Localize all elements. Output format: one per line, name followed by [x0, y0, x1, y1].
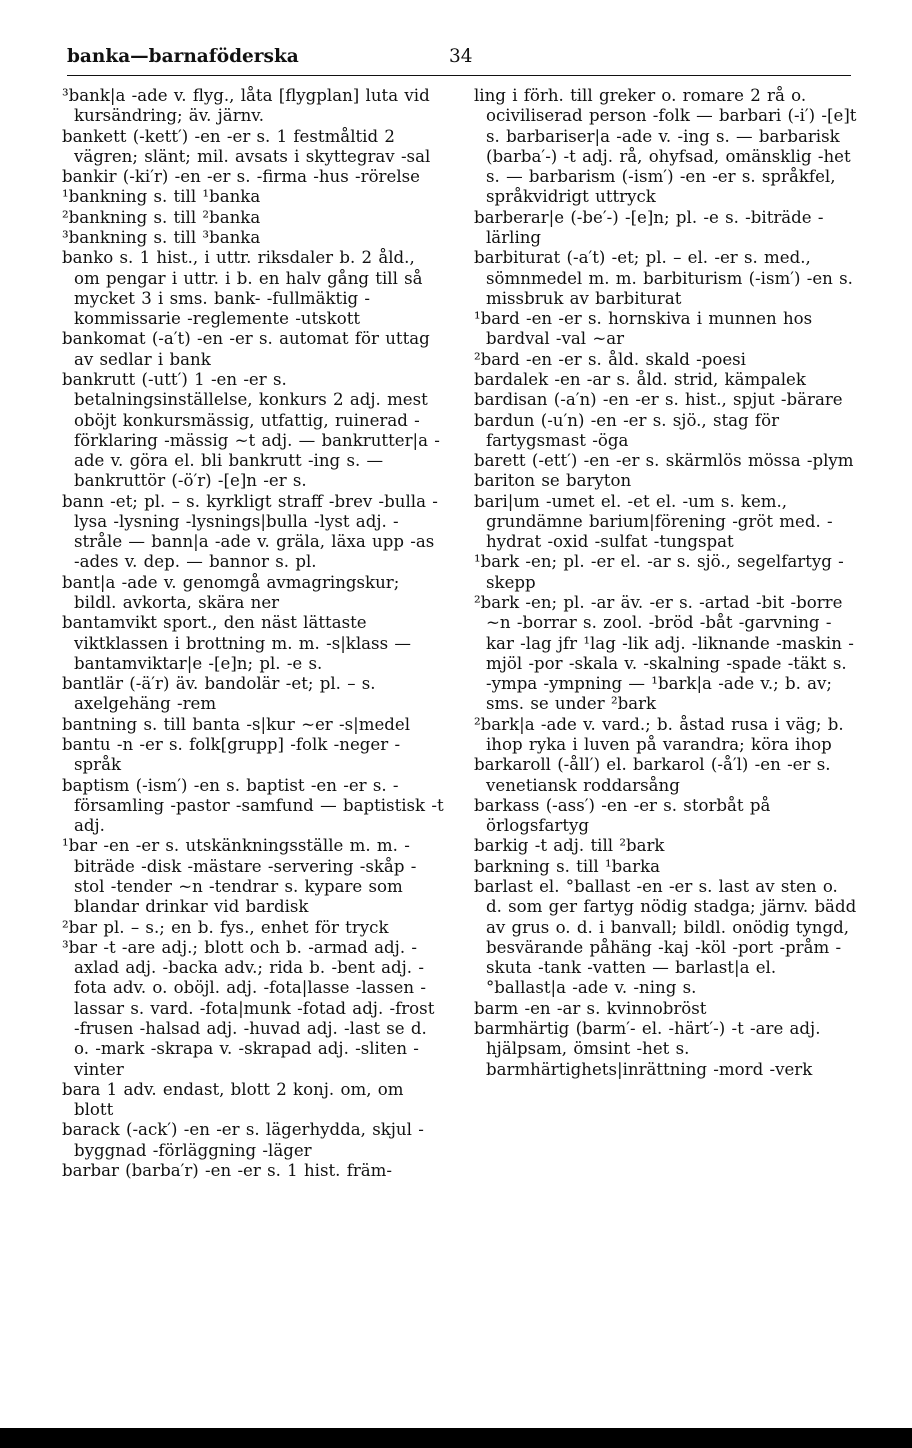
dictionary-entry: bariton se baryton [474, 471, 632, 491]
dictionary-entry: bardisan (-a′n) -en -er s. hist., spjut -bärare [474, 390, 843, 410]
dictionary-entry: barkning s. till ¹barka [474, 856, 661, 876]
dictionary-entry: baptism (-ism′) -en s. baptist -en -er s. -församling -pastor -samfund — baptistisk -t adj. [62, 775, 444, 836]
dictionary-entry: barbiturat (-a′t) -et; pl. – el. -er s. med., sömnmedel m. m. barbiturism (-ism′) -en s. missbruk av barbiturat [474, 248, 853, 308]
dictionary-entry: bant|a -ade v. genomgå avmagringskur; bildl. avkorta, skära ner [62, 572, 400, 613]
dictionary-entry: bantning s. till banta -s|kur ~er -s|medel [62, 714, 411, 734]
dictionary-entry: bantamvikt sport., den näst lättaste viktklassen i brottning m. m. -s|klass — bantamviktar|e -[e]n; pl. -e s. [62, 613, 411, 673]
running-head: banka—barnaföderska [67, 46, 299, 67]
dictionary-entry: barmhärtig (barm′- el. -härt′-) -t -are adj. hjälpsam, ömsint -het s. barmhärtighets|inrättning -mord -verk [474, 1018, 821, 1079]
dictionary-entry: bankomat (-a′t) -en -er s. automat för uttag av sedlar i bank [62, 329, 430, 369]
dictionary-entry: barkig -t adj. till ²bark [474, 836, 665, 856]
dictionary-entry: bardun (-u′n) -en -er s. sjö., stag för fartygsmast -öga [474, 410, 779, 450]
dictionary-entry: ¹bar -en -er s. utskänkningsställe m. m. -biträde -disk -mästare -servering -skåp -stol -tender ~n -tendrar s. kypare som blandar drinkar vid bardisk [62, 836, 417, 917]
dictionary-entry: ¹bankning s. till ¹banka [62, 187, 261, 207]
dictionary-entry: banko s. 1 hist., i uttr. riksdaler b. 2 åld., om pengar i uttr. i b. en halv gång till så mycket 3 i sms. bank- -fullmäktig -kommissarie -reglemente -utskott [62, 248, 423, 329]
dictionary-entry: ²bard -en -er s. åld. skald -poesi [474, 349, 746, 369]
dictionary-entry: barm -en -ar s. kvinnobröst [474, 998, 707, 1018]
header-rule [67, 75, 851, 76]
dictionary-entry: bara 1 adv. endast, blott 2 konj. om, om blott [62, 1079, 404, 1120]
dictionary-entry: barett (-ett′) -en -er s. skärmlös mössa -plym [474, 451, 854, 471]
dictionary-entry: barbar (barba′r) -en -er s. 1 hist. främ- [62, 1160, 393, 1180]
dictionary-entry: ³bar -t -are adj.; blott och b. -armad adj. -axlad adj. -backa adv.; rida b. -bent adj. -fota adv. o. oböjl. adj. -fota|lasse -lassen -lassar s. vard. -fota|munk -fotad adj. -frost -frusen -halsad adj. -huvad adj. -last se d. o. -mark -skrapa v. -skrapad adj. -sliten -vinter [62, 937, 435, 1079]
dictionary-entry: bankir (-ki′r) -en -er s. -firma -hus -rörelse [62, 167, 420, 187]
dictionary-entry: bann -et; pl. – s. kyrkligt straff -brev -bulla -lysa -lysning -lysnings|bulla -lyst adj. -stråle — bann|a -ade v. gräla, läxa upp -as -ades v. dep. — bannor s. pl. [62, 491, 438, 572]
dictionary-entry: barkaroll (-åll′) el. barkarol (-å′l) -en -er s. venetiansk roddarsång [474, 755, 831, 795]
dictionary-entry: barack (-ack′) -en -er s. lägerhydda, skjul -byggnad -förläggning -läger [62, 1120, 424, 1160]
dictionary-entry: ²bar pl. – s.; en b. fys., enhet för tryck [62, 917, 389, 937]
scan-border [0, 1428, 912, 1448]
dictionary-entry: barkass (-ass′) -en -er s. storbåt på örlogsfartyg [474, 795, 771, 836]
dictionary-entry: bankett (-kett′) -en -er s. 1 festmåltid 2 vägren; slänt; mil. avsats i skyttegrav -sal [62, 126, 431, 166]
dictionary-entry: ²bark|a -ade v. vard.; b. åstad rusa i väg; b. ihop ryka i luven på varandra; köra ihop [474, 714, 844, 754]
right-column [474, 86, 858, 1080]
dictionary-entry: ³bank|a -ade v. flyg., låta [flygplan] luta vid kursändring; äv. järnv. [62, 86, 430, 126]
dictionary-entry: ¹bard -en -er s. hornskiva i munnen hos bardval -val ~ar [474, 309, 813, 349]
page-header [67, 46, 851, 72]
dictionary-entry: barlast el. °ballast -en -er s. last av sten o. d. som ger fartyg nödig stadga; järnv. bädd av grus o. d. i banvall; bildl. onödig tyngd, besvärande påhäng -kaj -köl -port -pråm -skuta -tank -vatten — barlast|a el. °ballast|a -ade v. -ning s. [474, 876, 857, 998]
dictionary-entry: ²bark -en; pl. -ar äv. -er s. -artad -bit -borre ~n -borrar s. zool. -bröd -båt -garvning -kar -lag jfr ¹lag -lik adj. -liknande -maskin -mjöl -por -skala v. -skalning -spade -täkt s. -ympa -ympning — ¹bark|a -ade v.; b. av; sms. se under ²bark [474, 593, 854, 714]
dictionary-entry: ling i förh. till greker o. romare 2 rå o. ociviliserad person -folk — barbari (-i′) -[e]t s. barbariser|a -ade v. -ing s. — barbarisk (barba′-) -t adj. rå, ohyfsad, omänsklig -het s. — barbarism (-ism′) -en -er s. språkfel, språkvidrigt uttryck [474, 86, 857, 207]
dictionary-entry: ¹bark -en; pl. -er el. -ar s. sjö., segelfartyg -skepp [474, 552, 844, 592]
dictionary-entry: ²bankning s. till ²banka [62, 207, 261, 227]
dictionary-entry: bardalek -en -ar s. åld. strid, kämpalek [474, 369, 806, 389]
page-number: 34 [449, 46, 473, 67]
dictionary-entry: barberar|e (-be′-) -[e]n; pl. -e s. -biträde -lärling [474, 207, 824, 247]
dictionary-entry: bankrutt (-utt′) 1 -en -er s. betalningsinställelse, konkurs 2 adj. mest oböjt konkursmässig, utfattig, ruinerad -förklaring -mässig ~t adj. — bankrutter|a -ade v. göra el. bli bankrutt -ing s. — bankruttör (-ö′r) -[e]n -er s. [62, 369, 440, 491]
left-column [62, 86, 446, 1181]
dictionary-entry: bari|um -umet el. -et el. -um s. kem., grundämne barium|förening -gröt med. -hydrat -oxid -sulfat -tungspat [474, 491, 833, 552]
dictionary-entry: bantlär (-ä′r) äv. bandolär -et; pl. – s. axelgehäng -rem [62, 674, 376, 714]
dictionary-entry: ³bankning s. till ³banka [62, 227, 261, 247]
dictionary-entry: bantu -n -er s. folk[grupp] -folk -neger -språk [62, 735, 401, 775]
